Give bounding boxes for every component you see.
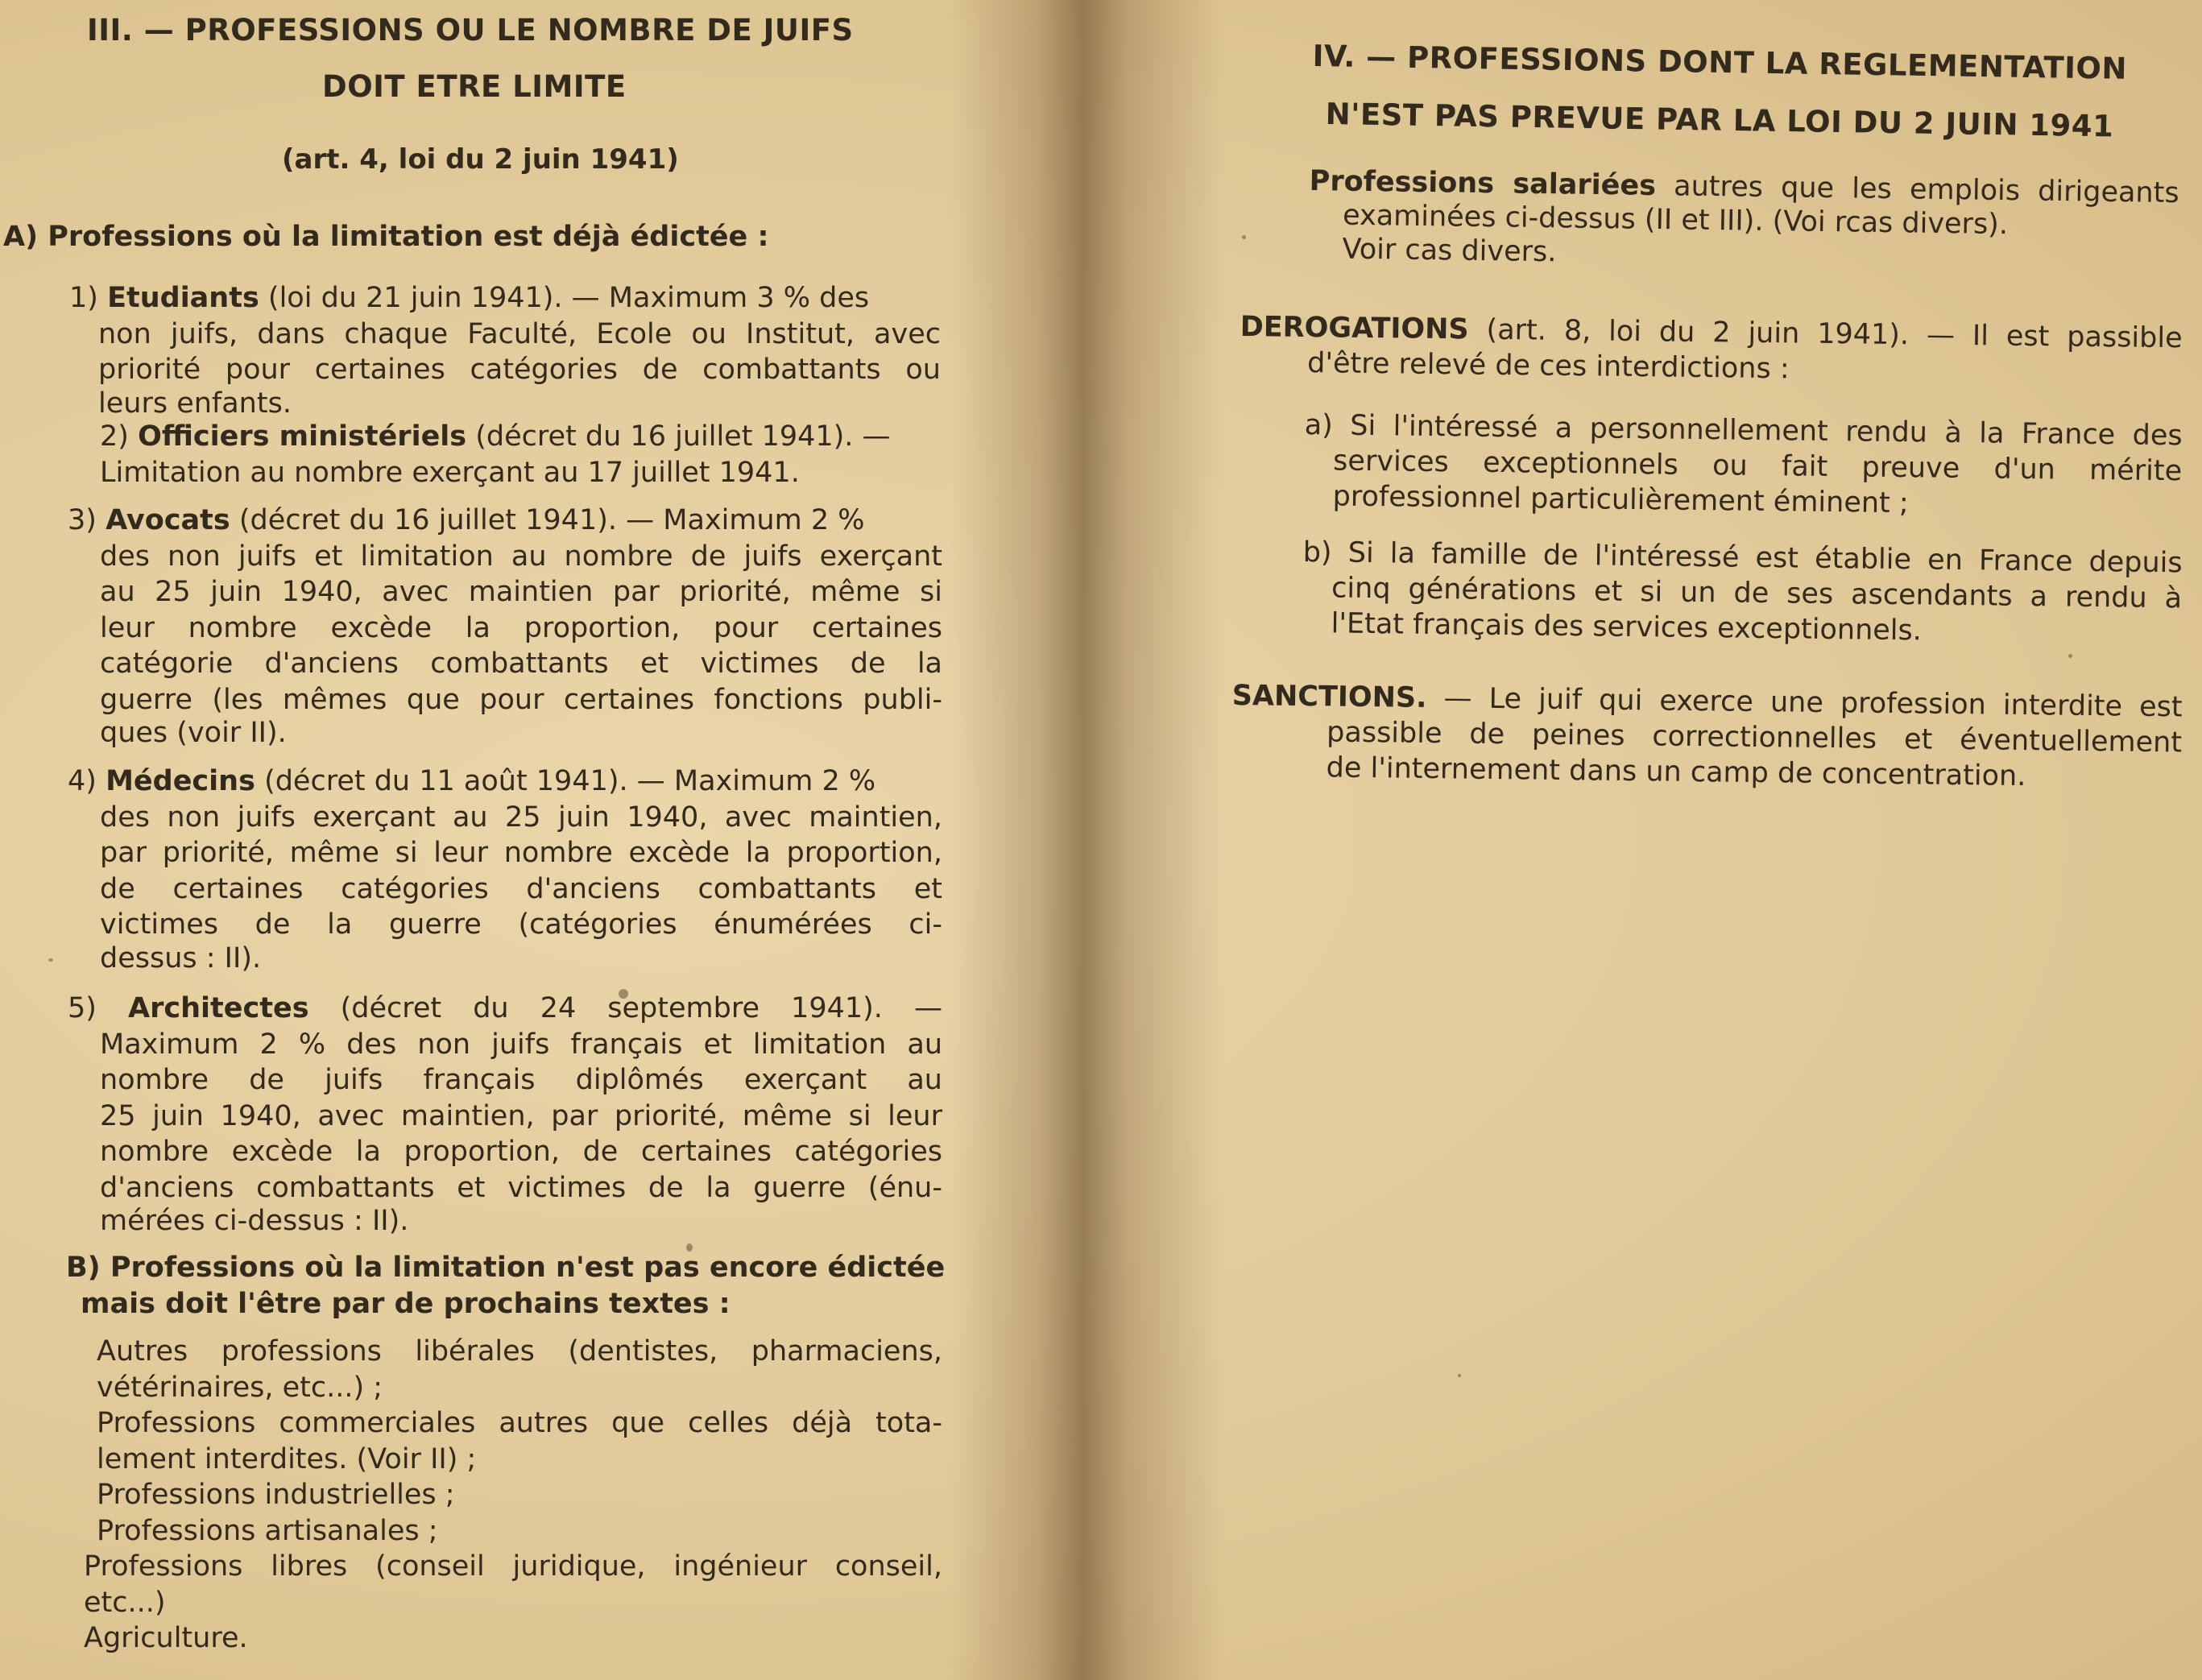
salaried-professions	[1308, 164, 2179, 278]
section-iii-heading-line2: DOIT ETRE LIMITE	[322, 69, 627, 104]
item-line: 25 juin 1940, avec maintien, par priorité, même si leur	[100, 1099, 942, 1132]
item-line: nombre excède la proportion, de certaines catégories	[100, 1136, 942, 1168]
item-line: guerre (les mêmes que pour certaines fonctions publi-	[100, 683, 942, 716]
item-line: d'anciens combattants et victimes de la guerre (énu-	[100, 1171, 942, 1204]
salaried-title: Professions salariées	[1309, 164, 1657, 203]
derogation-b	[1302, 535, 2183, 652]
section-b-list	[84, 1334, 942, 1657]
left-page	[0, 0, 1007, 1680]
item-line: (décret du 11 août 1941). — Maximum 2 %	[255, 765, 876, 797]
paper-speck	[1458, 1374, 1461, 1377]
salaried-line: autres que les emplois dirigeants	[1655, 170, 2179, 210]
salaried-line: Voir cas divers.	[1342, 233, 1557, 269]
sanctions-section	[1231, 678, 2183, 796]
section-b-line2: mais doit l'être par de prochains textes :	[81, 1287, 731, 1320]
section-b-line1: B) Professions où la limitation n'est pas encore édictée	[66, 1252, 946, 1284]
item-line: des non juifs exerçant au 25 juin 1940, avec maintien,	[100, 801, 942, 834]
derogation-b-line: l'Etat français des services exceptionnels.	[1331, 607, 1923, 648]
section-a-heading: A) Professions où la limitation est déjà édictée :	[3, 221, 769, 253]
item-line: mérées ci-dessus : II).	[100, 1205, 409, 1237]
item-line: des non juifs et limitation au nombre de juifs exerçant	[100, 540, 942, 573]
item-line: priorité pour certaines catégories de combattants ou	[98, 354, 941, 386]
derogations-section	[1240, 309, 2183, 391]
item-line: (loi du 21 juin 1941). — Maximum 3 % des	[259, 282, 870, 314]
item-etudiants	[69, 280, 941, 419]
list-item: Professions artisanales ;	[97, 1514, 438, 1547]
item-line: victimes de la guerre (catégories énumérées ci-	[100, 908, 942, 941]
right-page	[1144, 0, 2202, 1680]
derogation-a-line: professionnel particulièrement éminent ;	[1332, 480, 1909, 520]
item-line: par priorité, même si leur nombre excède la proportion,	[100, 837, 942, 869]
item-line: nombre de juifs français diplômés exerçant au	[100, 1064, 942, 1096]
item-title: Etudiants	[107, 282, 259, 314]
item-line: leurs enfants.	[98, 387, 292, 420]
item-officiers-ministeriels	[100, 419, 942, 490]
item-number: 1)	[69, 282, 98, 314]
paper-speck	[1242, 235, 1246, 239]
sanctions-line: — Le juif qui exerce une profession interdite est	[1426, 681, 2183, 724]
list-item: Professions libres (conseil juridique, ingénieur conseil,	[84, 1550, 942, 1583]
item-line: (décret du 24 septembre 1941). —	[308, 992, 942, 1024]
list-item: vétérinaires, etc...) ;	[97, 1371, 383, 1404]
paper-speck	[48, 958, 53, 962]
section-iii-reference: (art. 4, loi du 2 juin 1941)	[282, 143, 679, 176]
derogation-a-line: a) Si l'intéressé a personnellement rendu à la France des	[1304, 408, 2183, 453]
derogation-a	[1303, 408, 2183, 524]
list-item: etc...)	[84, 1586, 166, 1619]
derogation-b-line: cinq générations et si un de ses ascendants a rendu à	[1331, 572, 2183, 615]
item-line: (décret du 16 juillet 1941). —	[466, 420, 891, 453]
item-line: Limitation au nombre exerçant au 17 juillet 1941.	[100, 456, 800, 489]
item-number: 4)	[68, 765, 97, 797]
paper-speck	[2068, 654, 2072, 658]
item-architectes	[68, 991, 942, 1236]
item-line: au 25 juin 1940, avec maintien par priorité, même si	[100, 576, 942, 608]
section-iv-heading-line1: IV. — PROFESSIONS DONT LA REGLEMENTATION	[1312, 39, 2128, 86]
list-item: Professions commerciales autres que celles déjà tota-	[97, 1407, 942, 1439]
paper-speck	[686, 1243, 693, 1252]
item-number: 5)	[68, 992, 97, 1024]
item-line: leur nombre excède la proportion, pour certaines	[100, 611, 942, 644]
section-iii-heading-line1: III. — PROFESSIONS OU LE NOMBRE DE JUIFS	[87, 13, 854, 48]
list-item: Autres professions libérales (dentistes, pharmaciens,	[97, 1335, 942, 1368]
list-item: Agriculture.	[84, 1622, 248, 1654]
item-number: 2)	[100, 420, 129, 453]
item-avocats	[68, 503, 942, 748]
derogations-title: DEROGATIONS	[1240, 310, 1469, 346]
item-line: catégorie d'anciens combattants et victimes de la	[100, 648, 942, 680]
derogations-line: (art. 8, loi du 2 juin 1941). — Il est passible	[1468, 313, 2183, 355]
derogation-a-line: services exceptionnels ou fait preuve d'un mérite	[1332, 445, 2183, 488]
item-line: non juifs, dans chaque Faculté, Ecole ou Institut, avec	[98, 317, 941, 350]
paper-speck	[619, 989, 628, 999]
item-line: (décret du 16 juillet 1941). — Maximum 2 %	[230, 504, 865, 536]
item-title: Médecins	[106, 765, 255, 797]
item-line: dessus : II).	[100, 941, 262, 974]
salaried-line: examinées ci-dessus (II et III). (Voi rcas divers).	[1342, 199, 2009, 242]
item-medecins	[68, 763, 942, 974]
sanctions-title: SANCTIONS.	[1231, 679, 1427, 714]
item-line: Maximum 2 % des non juifs français et limitation au	[100, 1028, 942, 1061]
sanctions-line: passible de peines correctionnelles et éventuellement	[1326, 716, 2183, 759]
section-iv-heading-line2: N'EST PAS PREVUE PAR LA LOI DU 2 JUIN 1941	[1325, 97, 2114, 144]
list-item: lement interdites. (Voir II) ;	[97, 1442, 477, 1475]
section-b-heading	[66, 1250, 946, 1322]
item-title: Avocats	[106, 504, 230, 536]
item-title: Architectes	[128, 992, 309, 1024]
derogation-b-line: b) Si la famille de l'intéressé est établie en France depuis	[1302, 536, 2183, 580]
item-line: ques (voir II).	[100, 717, 287, 749]
sanctions-line: de l'internement dans un camp de concentration.	[1326, 751, 2026, 793]
list-item: Professions industrielles ;	[97, 1479, 455, 1511]
item-title: Officiers ministériels	[138, 420, 467, 453]
item-number: 3)	[68, 504, 97, 536]
derogations-line: d'être relevé de ces interdictions :	[1306, 347, 1790, 386]
item-line: de certaines catégories d'anciens combattants et	[100, 872, 942, 905]
